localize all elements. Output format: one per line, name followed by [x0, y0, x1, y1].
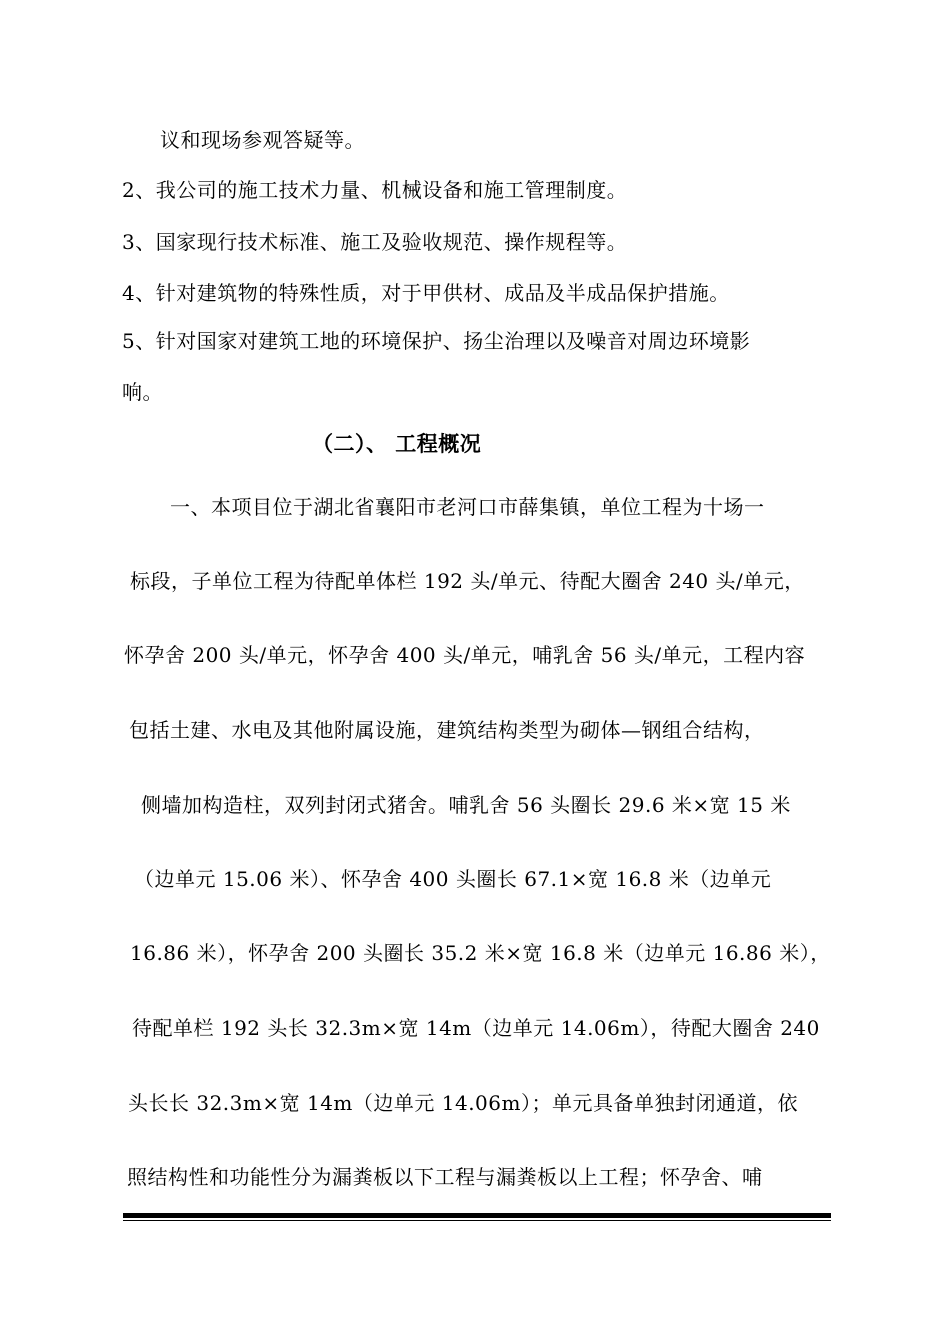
body-line: 怀孕舍 200 头/单元，怀孕舍 400 头/单元，哺乳舍 56 头/单元，工程内容	[124, 643, 806, 667]
list-item-5-continuation: 响。	[122, 380, 163, 404]
body-line: 16.86 米），怀孕舍 200 头圈长 35.2 米×宽 16.8 米（边单元 16.86 米），	[130, 941, 831, 965]
body-line: 包括土建、水电及其他附属设施，建筑结构类型为砌体—钢组合结构，	[129, 718, 765, 742]
list-item-5: 5、针对国家对建筑工地的环境保护、扬尘治理以及噪音对周边环境影	[122, 329, 751, 353]
list-item-4: 4、针对建筑物的特殊性质，对于甲供材、成品及半成品保护措施。	[122, 281, 730, 305]
footer-rule-thin	[123, 1220, 831, 1221]
body-line: 待配单栏 192 头长 32.3m×宽 14m（边单元 14.06m），待配大圈舍 240	[132, 1016, 820, 1040]
body-line: （边单元 15.06 米）、怀孕舍 400 头圈长 67.1×宽 16.8 米（边单元	[134, 867, 772, 891]
body-line: 侧墙加构造柱，双列封闭式猪舍。哺乳舍 56 头圈长 29.6 米×宽 15 米	[141, 793, 791, 817]
list-line-continuation: 议和现场参观答疑等。	[160, 128, 365, 152]
footer-rule-thick	[123, 1213, 831, 1218]
list-item-3: 3、国家现行技术标准、施工及验收规范、操作规程等。	[122, 230, 628, 254]
body-line: 标段，子单位工程为待配单体栏 192 头/单元、待配大圈舍 240 头/单元，	[130, 569, 805, 593]
body-line: 照结构性和功能性分为漏粪板以下工程与漏粪板以上工程；怀孕舍、哺	[127, 1165, 763, 1189]
body-line: 头长长 32.3m×宽 14m（边单元 14.06m）；单元具备单独封闭通道，依	[128, 1091, 798, 1115]
section-heading: （二）、 工程概况	[312, 431, 482, 456]
body-line: 一、本项目位于湖北省襄阳市老河口市薛集镇，单位工程为十场一	[170, 495, 765, 519]
list-item-2: 2、我公司的施工技术力量、机械设备和施工管理制度。	[122, 178, 628, 202]
